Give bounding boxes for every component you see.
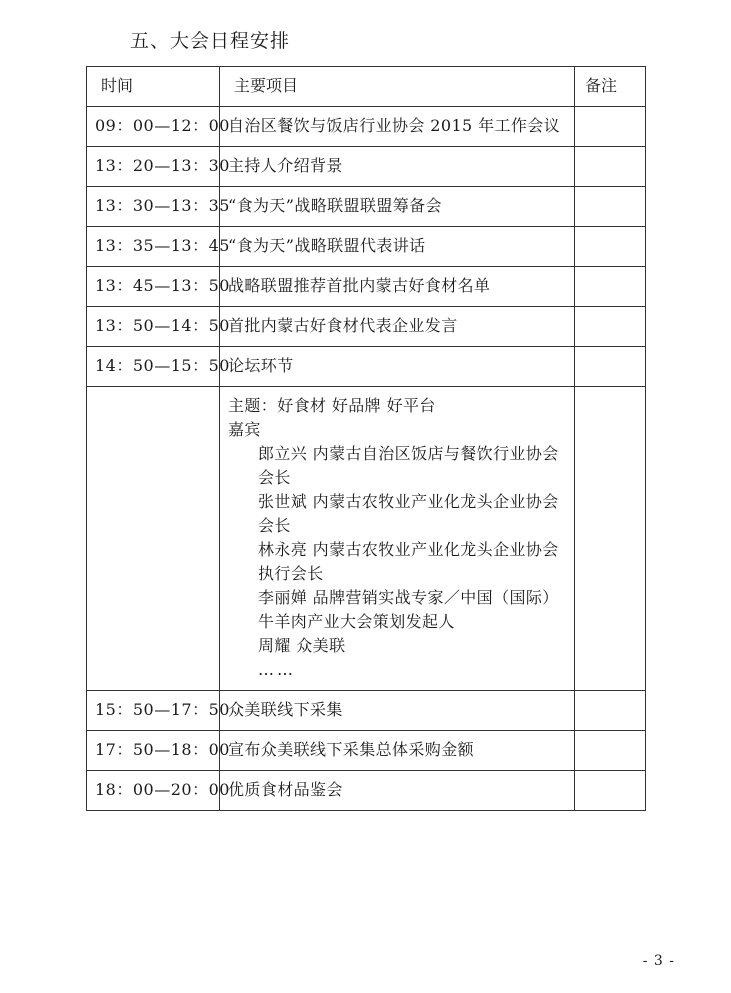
cell-note — [575, 387, 646, 691]
cell-note — [575, 691, 646, 731]
cell-time: 18：00—20：00 — [87, 771, 220, 811]
table-row — [87, 731, 646, 771]
cell-note — [575, 267, 646, 307]
cell-time: 17：50—18：00 — [87, 731, 220, 771]
cell-time: 13：30—13：35 — [87, 187, 220, 227]
cell-item-details — [220, 387, 575, 691]
cell-note — [575, 227, 646, 267]
cell-time: 13：20—13：30 — [87, 147, 220, 187]
column-header-item: 主要项目 — [220, 67, 575, 107]
detail-line: 嘉宾 — [228, 420, 261, 439]
cell-note — [575, 187, 646, 227]
cell-time: 13：35—13：45 — [87, 227, 220, 267]
cell-note — [575, 347, 646, 387]
column-header-note: 备注 — [575, 67, 646, 107]
cell-item: 众美联线下采集 — [220, 691, 575, 731]
table-header-row — [87, 67, 646, 107]
table-row — [87, 771, 646, 811]
detail-line: …… — [258, 660, 296, 679]
detail-line: 张世斌 内蒙古农牧业产业化龙头企业协会会长 — [258, 492, 559, 535]
cell-note — [575, 107, 646, 147]
cell-item: 主持人介绍背景 — [220, 147, 575, 187]
page-number: - 3 - — [642, 953, 675, 969]
table-row — [87, 347, 646, 387]
cell-item: 首批内蒙古好食材代表企业发言 — [220, 307, 575, 347]
table-row — [87, 691, 646, 731]
table-row — [87, 107, 646, 147]
cell-time: 13：45—13：50 — [87, 267, 220, 307]
cell-item: “食为天”战略联盟代表讲话 — [220, 227, 575, 267]
detail-line: 主题：好食材 好品牌 好平台 — [228, 396, 436, 415]
cell-item: 战略联盟推荐首批内蒙古好食材名单 — [220, 267, 575, 307]
cell-item: “食为天”战略联盟联盟筹备会 — [220, 187, 575, 227]
table-row — [87, 267, 646, 307]
cell-time: 14：50—15：50 — [87, 347, 220, 387]
cell-time: 09：00—12：00 — [87, 107, 220, 147]
table-row — [87, 147, 646, 187]
detail-line: 林永亮 内蒙古农牧业产业化龙头企业协会执行会长 — [258, 540, 559, 583]
table-row — [87, 307, 646, 347]
schedule-table-body — [87, 67, 646, 811]
cell-time — [87, 387, 220, 691]
cell-item: 宣布众美联线下采集总体采购金额 — [220, 731, 575, 771]
column-header-time: 时间 — [87, 67, 220, 107]
page-title: 五、大会日程安排 — [130, 30, 291, 52]
cell-time: 13：50—14：50 — [87, 307, 220, 347]
cell-item: 自治区餐饮与饭店行业协会 2015 年工作会议 — [220, 107, 575, 147]
detail-line: 李丽婵 品牌营销实战专家／中国（国际）牛羊肉产业大会策划发起人 — [258, 588, 559, 631]
detail-line: 周耀 众美联 — [258, 636, 346, 655]
cell-time: 15：50—17：50 — [87, 691, 220, 731]
cell-item: 优质食材品鉴会 — [220, 771, 575, 811]
cell-note — [575, 731, 646, 771]
cell-note — [575, 307, 646, 347]
cell-item: 论坛环节 — [220, 347, 575, 387]
schedule-table — [86, 66, 646, 811]
cell-note — [575, 771, 646, 811]
table-row — [87, 187, 646, 227]
detail-line: 郎立兴 内蒙古自治区饭店与餐饮行业协会会长 — [258, 444, 559, 487]
cell-note — [575, 147, 646, 187]
table-row — [87, 227, 646, 267]
table-row-forum-details — [87, 387, 646, 691]
